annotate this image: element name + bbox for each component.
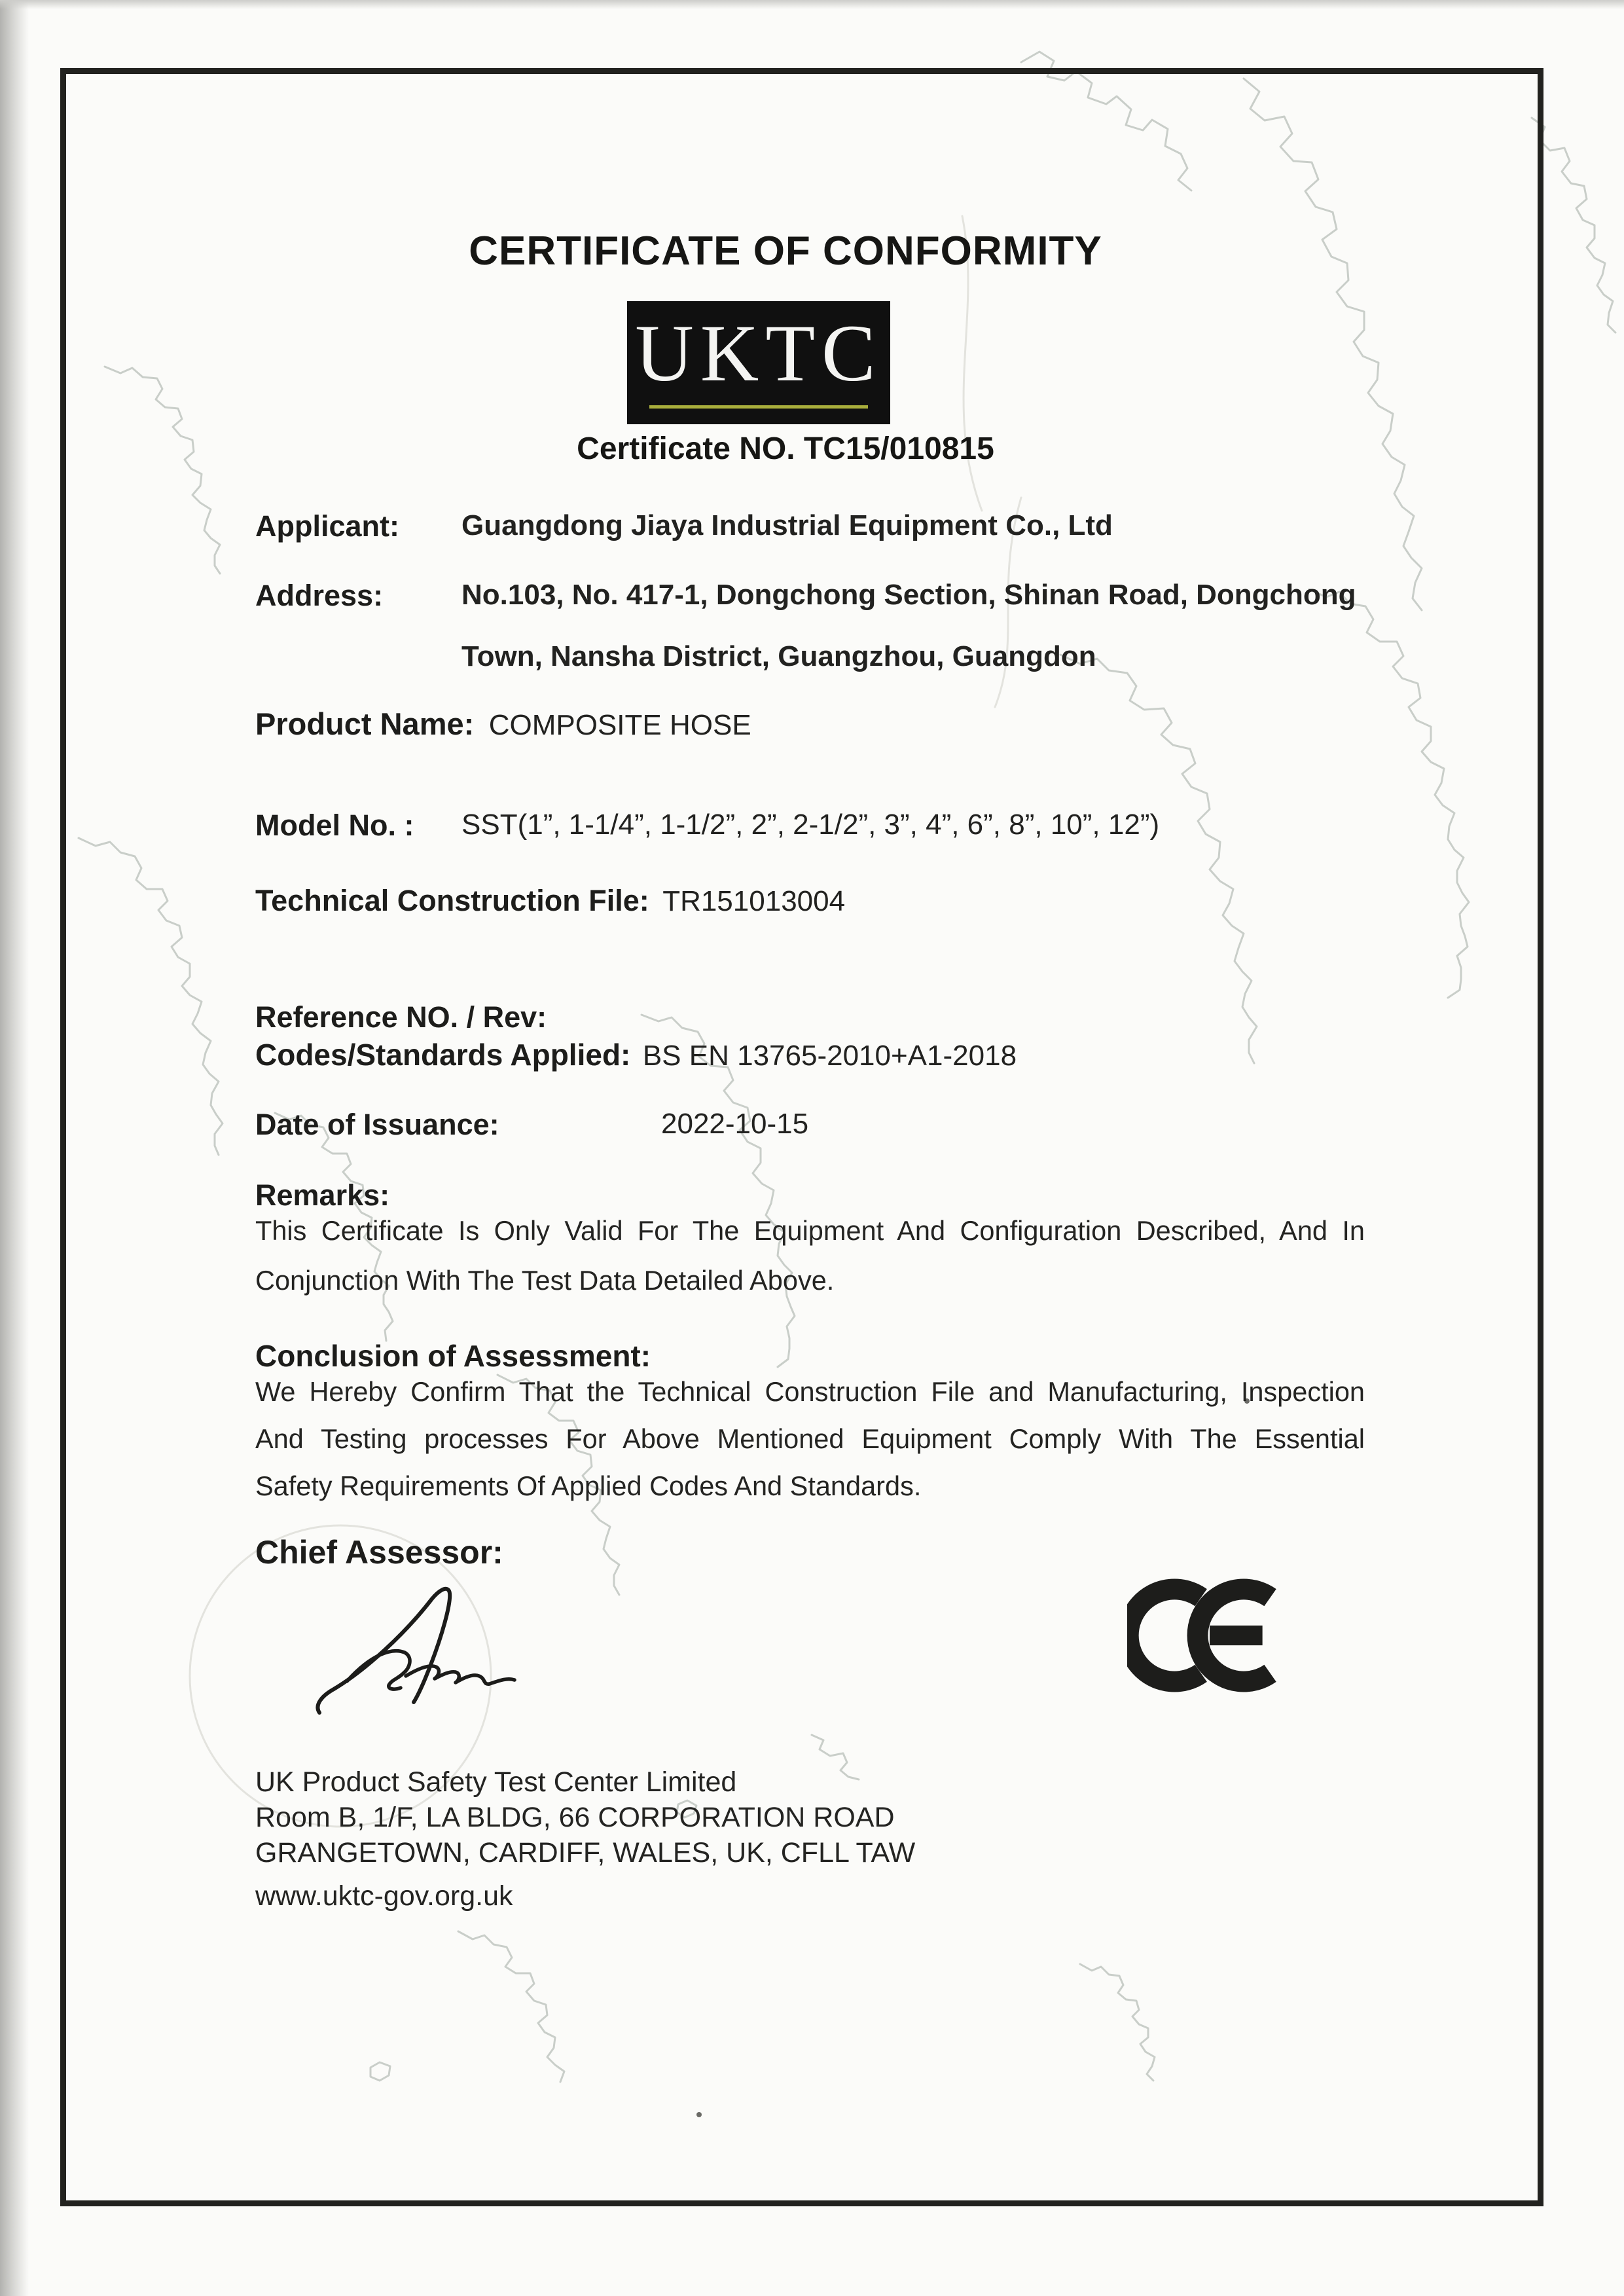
- remarks-heading: Remarks:: [255, 1178, 390, 1212]
- date-of-issuance-value: 2022-10-15: [661, 1108, 809, 1140]
- ce-mark-icon: [1127, 1566, 1292, 1705]
- applicant-value: Guangdong Jiaya Industrial Equipment Co., Ltd: [461, 509, 1113, 541]
- product-name-row: [255, 706, 751, 742]
- model-no-value: SST(1”, 1-1/4”, 1-1/2”, 2”, 2-1/2”, 3”, 4”, 6”, 8”, 10”, 12”): [461, 809, 1160, 841]
- remarks-line-2: Conjunction With The Test Data Detailed Above.: [255, 1265, 835, 1296]
- scanner-edge-top: [0, 0, 1624, 9]
- uktc-logo-underline: [649, 405, 868, 409]
- chief-assessor-label: Chief Assessor:: [255, 1534, 503, 1571]
- signature-icon: [308, 1576, 530, 1721]
- scanner-edge-left: [0, 0, 29, 2296]
- address-line-2: Town, Nansha District, Guangzhou, Guangdon: [461, 640, 1096, 672]
- conclusion-line-2: And Testing processes For Above Mentioned Equipment Comply With The Essential: [255, 1423, 1365, 1454]
- technical-construction-file-row: [255, 884, 845, 918]
- footer-address-2: GRANGETOWN, CARDIFF, WALES, UK, CFLL TAW: [255, 1837, 916, 1868]
- codes-standards-value: BS EN 13765-2010+A1-2018: [642, 1040, 1017, 1072]
- footer-company: UK Product Safety Test Center Limited: [255, 1766, 737, 1798]
- technical-construction-file-value: TR151013004: [662, 885, 846, 917]
- conclusion-heading: Conclusion of Assessment:: [255, 1339, 651, 1373]
- conclusion-line-1: We Hereby Confirm That the Technical Construction File and Manufacturing, Inspection: [255, 1376, 1365, 1407]
- model-no-label: Model No. :: [255, 809, 414, 842]
- date-of-issuance-label: Date of Issuance:: [255, 1108, 499, 1141]
- applicant-label: Applicant:: [255, 509, 399, 543]
- product-name-label: Product Name:: [255, 706, 475, 741]
- uktc-logo-text: UKTC: [635, 308, 882, 398]
- technical-construction-file-label: Technical Construction File:: [255, 884, 649, 917]
- product-name-value: COMPOSITE HOSE: [488, 709, 751, 741]
- certificate-number: Certificate NO. TC15/010815: [577, 431, 994, 466]
- address-line-1: No.103, No. 417-1, Dongchong Section, Shinan Road, Dongchong: [461, 579, 1356, 611]
- codes-standards-row: [255, 1037, 1017, 1072]
- footer-address-1: Room B, 1/F, LA BLDG, 66 CORPORATION ROAD: [255, 1802, 895, 1833]
- address-label: Address:: [255, 579, 384, 612]
- reference-no-label: Reference NO. / Rev:: [255, 1000, 547, 1034]
- uktc-logo: [627, 301, 890, 424]
- page-title: CERTIFICATE OF CONFORMITY: [469, 228, 1102, 274]
- codes-standards-label: Codes/Standards Applied:: [255, 1038, 631, 1072]
- conclusion-line-3: Safety Requirements Of Applied Codes And Standards.: [255, 1470, 922, 1501]
- remarks-line-1: This Certificate Is Only Valid For The Equipment And Configuration Described, And In: [255, 1215, 1365, 1246]
- footer-website: www.uktc-gov.org.uk: [255, 1880, 513, 1912]
